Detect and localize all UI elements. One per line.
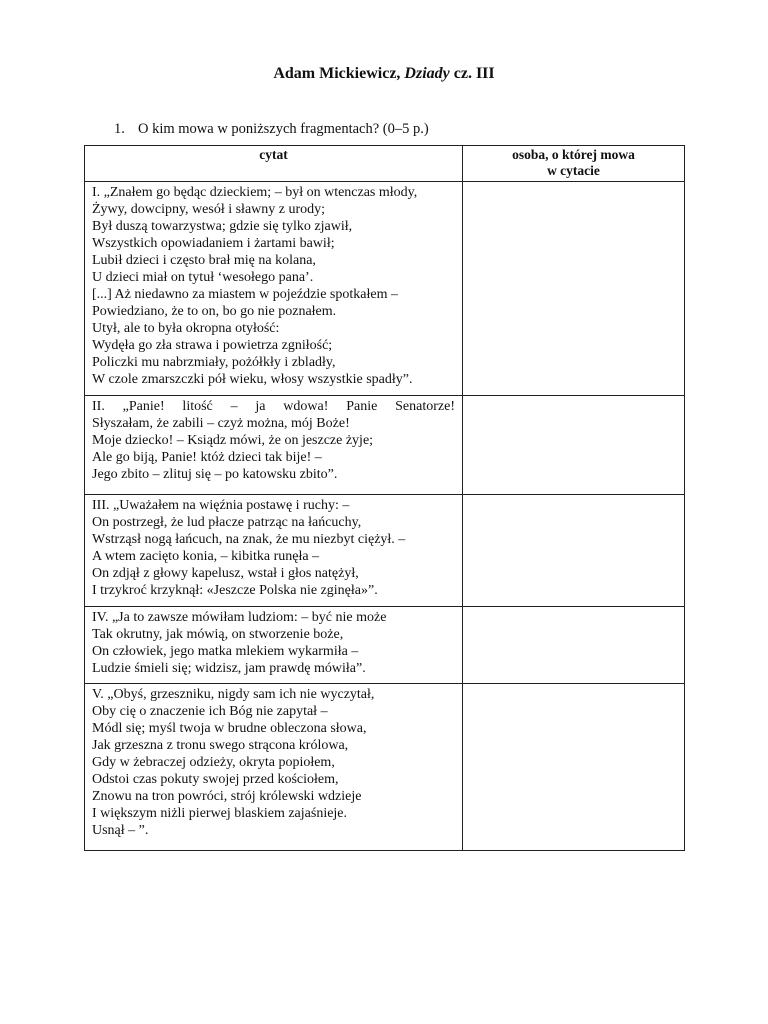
table-row	[85, 396, 685, 495]
quote-line: I trzykroć krzyknął: «Jeszcze Polska nie zginęła»”.	[92, 583, 378, 598]
quote-line: Żywy, dowcipny, wesół i sławny z urody;	[92, 202, 326, 217]
quotes-table	[84, 145, 685, 851]
title-part: cz. III	[453, 65, 495, 82]
quote-cell-3	[85, 495, 463, 607]
title-author: Adam Mickiewicz,	[273, 65, 401, 82]
quote-line: I. „Znałem go będąc dzieckiem; – był on wtenczas młody,	[92, 185, 418, 200]
quote-line: III. „Uważałem na więźnia postawę i ruchy: –	[92, 498, 350, 513]
header-person-line1: osoba, o której mowa	[512, 147, 635, 162]
quote-line: Moje dziecko! – Ksiądz mówi, że on jeszcze żyje;	[92, 433, 374, 448]
quote-cell-1	[85, 182, 463, 396]
quote-line: On postrzegł, że lud płacze patrząc na łańcuchy,	[92, 515, 362, 530]
quote-line: Wydęła go zła strawa i powietrza zgniłość;	[92, 338, 333, 353]
question-text: O kim mowa w poniższych fragmentach? (0–5 p.)	[138, 121, 429, 137]
header-quote	[85, 146, 463, 182]
quote-line: Był duszą towarzystwa; gdzie się tylko zjawił,	[92, 219, 353, 234]
quote-line: Lubił dzieci i często brał mię na kolana,	[92, 253, 316, 268]
quote-line: U dzieci miał on tytuł ‘wesołego pana’.	[92, 270, 314, 285]
title-work: Dziady	[404, 65, 450, 82]
document-title	[0, 64, 768, 84]
quote-line: Utył, ale to była okropna otyłość:	[92, 321, 280, 336]
answer-field-4[interactable]	[463, 607, 685, 684]
header-quote-label: cytat	[259, 147, 288, 162]
quote-line: Wstrząsł nogą łańcuch, na znak, że mu niezbyt ciężył. –	[92, 532, 406, 547]
quote-line: [...] Aż niedawno za miastem w pojeździe spotkałem –	[92, 287, 398, 302]
quote-line: II. „Panie! litość – ja wdowa! Panie Senatorze!	[92, 399, 455, 414]
quote-cell-5	[85, 684, 463, 851]
quote-line: Słyszałam, że zabili – czyż można, mój Boże!	[92, 416, 350, 431]
answer-field-2[interactable]	[463, 396, 685, 495]
quote-line: Jego zbito – zlituj się – po katowsku zbito”.	[92, 467, 338, 482]
quote-line: V. „Obyś, grzeszniku, nigdy sam ich nie wyczytał,	[92, 687, 375, 702]
quote-cell-2	[85, 396, 463, 495]
quote-line: Powiedziano, że to on, bo go nie poznałem.	[92, 304, 337, 319]
quote-cell-4	[85, 607, 463, 684]
table-row	[85, 495, 685, 607]
quote-line: On zdjął z głowy kapelusz, wstał i głos natężył,	[92, 566, 359, 581]
quote-line: Ludzie śmieli się; widzisz, jam prawdę mówiła”.	[92, 661, 366, 676]
header-person	[463, 146, 685, 182]
table-row	[85, 684, 685, 851]
quote-line: On człowiek, jego matka mlekiem wykarmiła –	[92, 644, 359, 659]
answer-field-5[interactable]	[463, 684, 685, 851]
question-1	[114, 120, 429, 138]
quote-line: Odstoi czas pokuty swojej przed kościołem,	[92, 772, 339, 787]
quote-line: IV. „Ja to zawsze mówiłam ludziom: – być nie może	[92, 610, 387, 625]
quote-line: Usnął – ”.	[92, 823, 149, 838]
table-row	[85, 607, 685, 684]
answer-field-1[interactable]	[463, 182, 685, 396]
quote-line: A wtem zacięto konia, – kibitka runęła –	[92, 549, 320, 564]
quote-line: Tak okrutny, jak mówią, on stworzenie boże,	[92, 627, 344, 642]
quote-line: Ale go biją, Panie! któż dzieci tak bije! –	[92, 450, 322, 465]
table-row	[85, 182, 685, 396]
quote-line: I większym niżli pierwej blaskiem zajaśnieje.	[92, 806, 348, 821]
header-person-line2: w cytacie	[547, 163, 600, 178]
answer-field-3[interactable]	[463, 495, 685, 607]
quote-line: Wszystkich opowiadaniem i żartami bawił;	[92, 236, 335, 251]
quote-line: Módl się; myśl twoja w brudne obleczona słowa,	[92, 721, 367, 736]
quote-line: Jak grzeszna z tronu swego strącona królowa,	[92, 738, 349, 753]
quote-line: Policzki mu nabrzmiały, pożółkły i zbladły,	[92, 355, 336, 370]
quote-line: W czole zmarszczki pół wieku, włosy wszystkie spadły”.	[92, 372, 413, 387]
question-number: 1.	[114, 121, 125, 137]
table-header-row	[85, 146, 685, 182]
quote-line: Znowu na tron powróci, strój królewski wdzieje	[92, 789, 362, 804]
quote-line: Oby cię o znaczenie ich Bóg nie zapytał –	[92, 704, 328, 719]
quote-line: Gdy w żebraczej odzieży, okryta popiołem,	[92, 755, 335, 770]
